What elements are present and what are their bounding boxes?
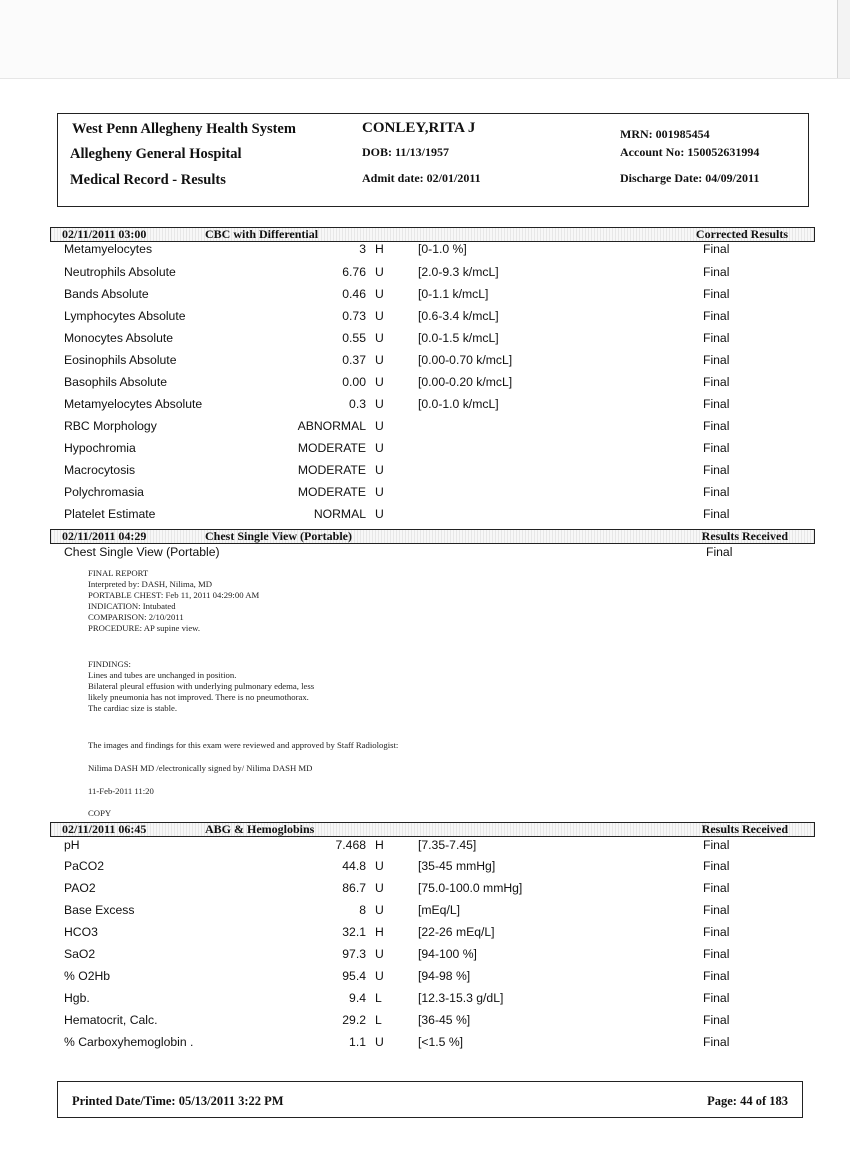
test-status: Final (703, 507, 730, 521)
report-signature: Nilima DASH MD /electronically signed by/ Nilima DASH MD (88, 763, 313, 773)
test-status: Final (703, 419, 730, 433)
test-range: [0.6-3.4 k/mcL] (418, 309, 499, 323)
test-status: Final (703, 309, 730, 323)
test-flag: U (375, 353, 384, 367)
report-line: INDICATION: Intubated (88, 601, 176, 611)
test-value: 0.3 (349, 397, 366, 411)
test-range: [0.00-0.70 k/mcL] (418, 353, 513, 367)
test-range: [7.35-7.45] (418, 838, 477, 852)
test-flag: L (375, 1013, 382, 1027)
section-title: CBC with Differential (205, 227, 319, 241)
test-name: Monocytes Absolute (64, 331, 174, 345)
section-bar-chest (50, 529, 815, 544)
test-name: Platelet Estimate (64, 507, 156, 521)
test-status: Final (703, 925, 730, 939)
test-value: 9.4 (349, 991, 366, 1005)
table-row (0, 309, 850, 331)
test-value: 0.46 (342, 287, 366, 301)
test-value: 7.468 (335, 838, 366, 852)
admit-date: Admit date: 02/01/2011 (362, 171, 481, 185)
section-status: Results Received (701, 822, 788, 836)
test-flag: U (375, 947, 384, 961)
table-row (0, 903, 850, 925)
test-status: Final (703, 969, 730, 983)
test-status: Final (703, 991, 730, 1005)
report-line: likely pneumonia has not improved. There is no pneumothorax. (88, 692, 309, 702)
test-range: [mEq/L] (418, 903, 460, 917)
table-row (0, 881, 850, 903)
test-flag: U (375, 485, 384, 499)
test-value: 8 (359, 903, 366, 917)
table-row (0, 1013, 850, 1035)
patient-name: CONLEY,RITA J (362, 120, 476, 136)
test-name: Metamyelocytes (64, 242, 153, 256)
table-row (0, 859, 850, 881)
test-name: Hypochromia (64, 441, 136, 455)
report-line: PORTABLE CHEST: Feb 11, 2011 04:29:00 AM (88, 590, 260, 600)
test-value: 0.37 (342, 353, 366, 367)
table-row (0, 331, 850, 353)
table-row (0, 925, 850, 947)
test-status: Final (703, 859, 730, 873)
test-flag: U (375, 265, 384, 279)
table-row (0, 507, 850, 529)
report-line: Interpreted by: DASH, Nilima, MD (88, 579, 213, 589)
test-status: Final (703, 397, 730, 411)
test-name: Metamyelocytes Absolute (64, 397, 203, 411)
test-status: Final (703, 1013, 730, 1027)
test-status: Final (703, 1035, 730, 1049)
section-title: ABG & Hemoglobins (205, 822, 315, 836)
report-line: Lines and tubes are unchanged in position. (88, 670, 237, 680)
table-row (0, 242, 850, 264)
table-row (0, 419, 850, 441)
org-name: West Penn Allegheny Health System (72, 121, 296, 137)
test-name: Neutrophils Absolute (64, 265, 176, 279)
section-bar-cbc (50, 227, 815, 242)
mrn: MRN: 001985454 (620, 127, 710, 141)
report-line: FINDINGS: (88, 659, 131, 669)
report-line: FINAL REPORT (88, 568, 149, 578)
test-value: 29.2 (342, 1013, 366, 1027)
test-name: Basophils Absolute (64, 375, 167, 389)
test-range: [0.0-1.5 k/mcL] (418, 331, 499, 345)
test-status: Final (703, 331, 730, 345)
report-line: PROCEDURE: AP supine view. (88, 623, 201, 633)
table-row (0, 397, 850, 419)
test-value: 0.00 (342, 375, 366, 389)
test-name: Base Excess (64, 903, 135, 917)
report-signed-datetime: 11-Feb-2011 11:20 (88, 786, 154, 796)
test-flag: U (375, 441, 384, 455)
test-name: Chest Single View (Portable) (64, 545, 220, 559)
test-value: 0.73 (342, 309, 366, 323)
test-value: 86.7 (342, 881, 366, 895)
test-range: [<1.5 %] (418, 1035, 464, 1049)
test-name: Hgb. (64, 991, 90, 1005)
test-name: Lymphocytes Absolute (64, 309, 186, 323)
test-name: RBC Morphology (64, 419, 157, 433)
table-row (0, 1035, 850, 1057)
test-status: Final (703, 265, 730, 279)
table-row (0, 545, 850, 567)
test-flag: L (375, 991, 382, 1005)
table-row (0, 441, 850, 463)
test-flag: U (375, 507, 384, 521)
test-name: pH (64, 838, 80, 852)
account-number: Account No: 150052631994 (620, 145, 760, 159)
test-status: Final (703, 838, 730, 852)
test-value: MODERATE (297, 485, 366, 499)
test-status: Final (703, 287, 730, 301)
test-range: [0.0-1.0 k/mcL] (418, 397, 499, 411)
section-status: Results Received (701, 529, 788, 543)
test-range: [0-1.0 %] (418, 242, 467, 256)
section-bar-abg (50, 822, 815, 837)
test-status: Final (703, 903, 730, 917)
report-findings-block (88, 659, 314, 714)
test-flag: U (375, 309, 384, 323)
test-flag: H (375, 925, 384, 939)
test-range: [75.0-100.0 mmHg] (418, 881, 523, 895)
test-status: Final (703, 485, 730, 499)
report-line: The cardiac size is stable. (88, 703, 178, 713)
table-row (0, 375, 850, 397)
scan-edge (837, 0, 850, 78)
report-line: Bilateral pleural effusion with underlying pulmonary edema, less (88, 681, 315, 691)
test-range: [0.00-0.20 k/mcL] (418, 375, 513, 389)
section-status: Corrected Results (695, 227, 788, 241)
patient-dob: DOB: 11/13/1957 (362, 145, 450, 159)
test-value: NORMAL (313, 507, 366, 521)
test-name: Macrocytosis (64, 463, 136, 477)
report-line: COMPARISON: 2/10/2011 (88, 612, 184, 622)
table-row (0, 353, 850, 375)
report-header-block (88, 568, 259, 634)
document-title: Medical Record - Results (70, 172, 226, 188)
test-status: Final (703, 375, 730, 389)
test-flag: U (375, 331, 384, 345)
test-value: 97.3 (342, 947, 366, 961)
test-range: [12.3-15.3 g/dL] (418, 991, 504, 1005)
test-value: 95.4 (342, 969, 366, 983)
table-row (0, 838, 850, 860)
test-value: MODERATE (297, 441, 366, 455)
test-value: 6.76 (342, 265, 366, 279)
test-value: MODERATE (297, 463, 366, 477)
test-value: ABNORMAL (297, 419, 366, 433)
test-status: Final (703, 242, 730, 256)
table-row (0, 485, 850, 507)
test-value: 1.1 (349, 1035, 366, 1049)
test-flag: U (375, 881, 384, 895)
discharge-date: Discharge Date: 04/09/2011 (620, 171, 760, 185)
footer-box (57, 1081, 803, 1118)
test-value: 0.55 (342, 331, 366, 345)
test-name: PAO2 (64, 881, 96, 895)
page-number: Page: 44 of 183 (707, 1094, 788, 1108)
test-range: [22-26 mEq/L] (418, 925, 495, 939)
table-row (0, 947, 850, 969)
scan-top-margin (0, 0, 850, 79)
test-range: [94-98 %] (418, 969, 471, 983)
table-row (0, 463, 850, 485)
report-copy-label: COPY (88, 808, 112, 818)
table-row (0, 287, 850, 309)
printed-datetime: Printed Date/Time: 05/13/2011 3:22 PM (72, 1094, 284, 1108)
test-name: Polychromasia (64, 485, 144, 499)
hospital-name: Allegheny General Hospital (70, 146, 242, 162)
test-flag: U (375, 397, 384, 411)
test-range: [0-1.1 k/mcL] (418, 287, 489, 301)
test-name: Hematocrit, Calc. (64, 1013, 158, 1027)
test-status: Final (703, 441, 730, 455)
table-row (0, 969, 850, 991)
test-flag: U (375, 287, 384, 301)
table-row (0, 991, 850, 1013)
test-range: [2.0-9.3 k/mcL] (418, 265, 499, 279)
section-datetime: 02/11/2011 03:00 (62, 227, 147, 241)
test-value: 3 (359, 242, 366, 256)
test-flag: H (375, 242, 384, 256)
test-status: Final (703, 947, 730, 961)
test-status: Final (703, 463, 730, 477)
test-value: 44.8 (342, 859, 366, 873)
test-flag: U (375, 1035, 384, 1049)
test-flag: U (375, 463, 384, 477)
test-status: Final (703, 881, 730, 895)
test-name: HCO3 (64, 925, 98, 939)
section-title: Chest Single View (Portable) (205, 529, 352, 543)
test-flag: U (375, 859, 384, 873)
test-status: Final (703, 353, 730, 367)
test-range: [36-45 %] (418, 1013, 471, 1027)
test-range: [94-100 %] (418, 947, 477, 961)
test-flag: U (375, 903, 384, 917)
test-name: % O2Hb (64, 969, 111, 983)
test-flag: H (375, 838, 384, 852)
test-name: Bands Absolute (64, 287, 149, 301)
test-name: PaCO2 (64, 859, 104, 873)
test-flag: U (375, 969, 384, 983)
test-name: SaO2 (64, 947, 96, 961)
test-range: [35-45 mmHg] (418, 859, 496, 873)
test-name: Eosinophils Absolute (64, 353, 177, 367)
test-status: Final (706, 545, 733, 559)
test-name: % Carboxyhemoglobin . (64, 1035, 194, 1049)
report-approval: The images and findings for this exam were reviewed and approved by Staff Radiologist: (88, 740, 399, 750)
section-datetime: 02/11/2011 06:45 (62, 822, 147, 836)
test-flag: U (375, 375, 384, 389)
table-row (0, 265, 850, 287)
section-datetime: 02/11/2011 04:29 (62, 529, 147, 543)
test-value: 32.1 (342, 925, 366, 939)
test-flag: U (375, 419, 384, 433)
